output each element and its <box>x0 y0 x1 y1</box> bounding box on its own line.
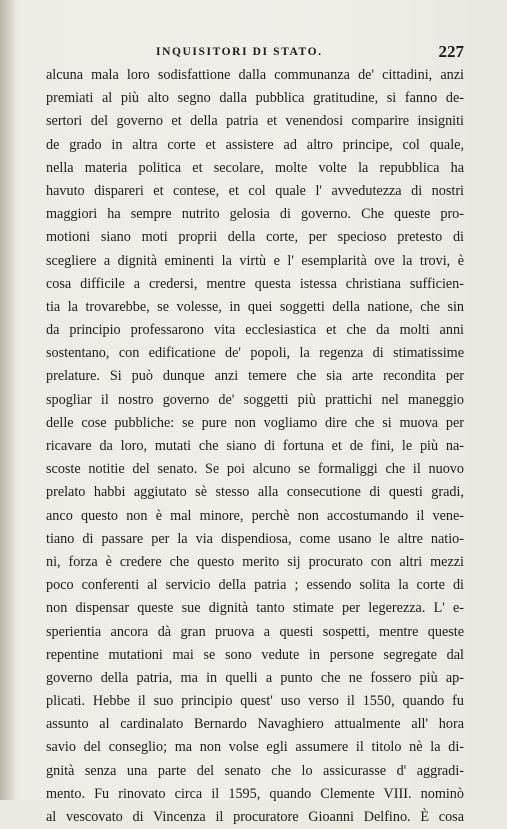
text-line: anco questo non è mal minore, perchè non accostumando il vene- <box>46 507 464 524</box>
binding-edge <box>0 0 14 800</box>
text-line: governo della patria, ma in quelli a punto che ne fossero più ap- <box>46 669 464 686</box>
text-line: tiano di passare per la via dispendiosa, come usano le altre natio- <box>46 530 464 547</box>
text-line: ni, forza è credere che questo merito sij procurato con altri mezzi <box>46 553 464 570</box>
text-line: tia la trovarebbe, se volesse, in quei soggetti della natione, che sin <box>46 298 464 315</box>
running-head: INQUISITORI DI STATO. <box>156 46 323 58</box>
text-line: poco conferenti al servicio della patria ; essendo solita la corte di <box>46 577 464 594</box>
body-text <box>46 64 464 829</box>
text-line: assunto al cardinalato Bernardo Navaghiero attualmente all' hora <box>46 716 464 733</box>
page-header <box>46 44 464 64</box>
text-line: delle cose pubbliche: se pure non vogliamo dire che si muova per <box>46 414 464 431</box>
text-line: de grado in altra corte et assistere ad altro principe, col quale, <box>46 136 464 153</box>
text-line: sertori del governo et della patria et venendosi comparire insigniti <box>46 113 464 130</box>
text-line: scegliere a dignità eminenti la virtù e l' esemplarità ove la trovi, è <box>46 252 464 269</box>
text-line: havuto dispareri et contese, et col quale l' avvedutezza di nostri <box>46 182 464 199</box>
text-line: ricavare da loro, mutati che siano di fortuna et de fini, le più na- <box>46 438 464 454</box>
text-line: scoste notitie del senato. Se poi alcuno se formaliggi che il nuovo <box>46 461 464 478</box>
text-line: al vescovato di Vincenza il procuratore Gioanni Delfino. È cosa <box>46 809 464 825</box>
text-line: prelature. Si può dunque anzi temere che sia arte recondita per <box>46 368 464 385</box>
text-line: alcuna mala loro sodisfattione dalla communanza de' cittadini, anzi <box>46 67 464 83</box>
text-line: motioni siano moti proprii della corte, per specioso pretesto di <box>46 229 464 246</box>
page-number: 227 <box>438 42 464 61</box>
text-line: mento. Fu rinovato circa il 1595, quando Clemente VIII. nominò <box>46 785 464 802</box>
text-line: plicati. Hebbe il suo principio quest' uso verso il 1550, quando fu <box>46 693 464 710</box>
text-line: savio del conseglio; ma non volse egli assumere il titolo nè la di- <box>46 739 464 756</box>
text-line: spogliar il nostro governo de' soggetti più prattichi nel maneggio <box>46 391 464 408</box>
text-line: non dispensar queste sue dignità tanto stimate per legerezza. L' e- <box>46 600 464 617</box>
text-line: sostentano, con edificatione de' popoli, la regenza di stimatissime <box>46 345 464 362</box>
text-line: gnità senza una parte del senato che lo assicurasse d' aggradi- <box>46 762 464 779</box>
text-line: cosa difficile a credersi, mentre questa istessa christiana sufficien- <box>46 275 464 292</box>
text-line: da principio professarono vita ecclesiastica et che da molti anni <box>46 322 464 339</box>
text-line: sperientia ancora dà gran pruova a questi sospetti, mentre queste <box>46 623 464 640</box>
text-line: nella materia politica et secolare, molte volte la repubblica ha <box>46 159 464 176</box>
text-line: prelato habbi aggiutato sè stesso alla consecutione di questi gradi, <box>46 484 464 501</box>
text-line: repentine mutationi mai se sono vedute in persone segregate dal <box>46 646 464 663</box>
text-line: maggiori ha sempre nutrito gelosia di governo. Che queste pro- <box>46 206 464 223</box>
text-line: premiati al più alto segno dalla pubblica gratitudine, si fanno de- <box>46 90 464 107</box>
